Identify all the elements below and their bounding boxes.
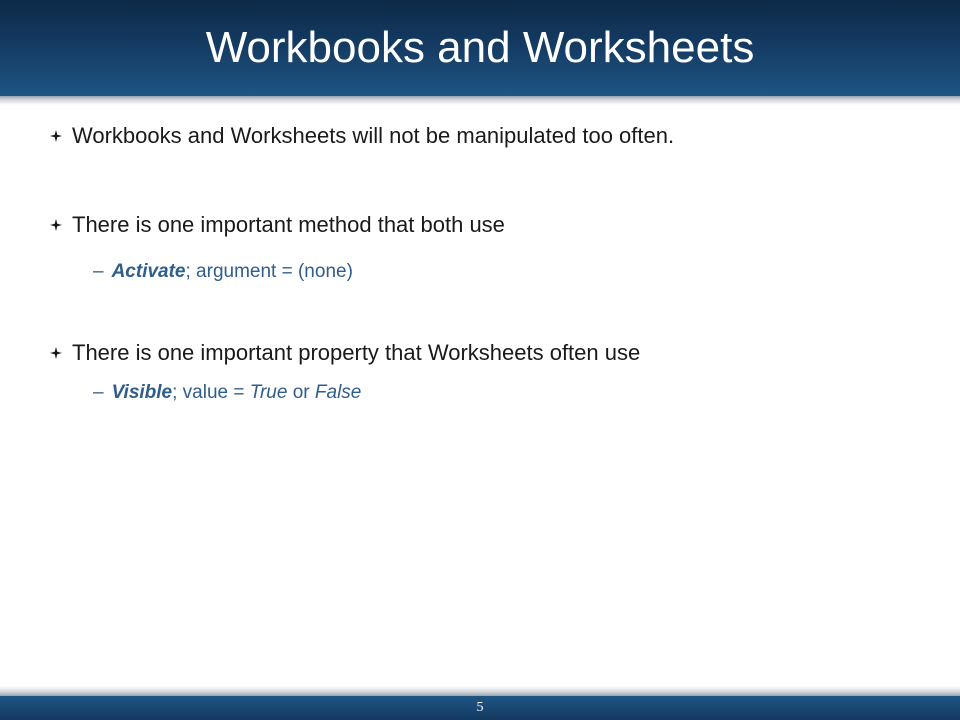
footer-divider — [0, 686, 960, 696]
value-false: False — [314, 382, 362, 403]
value-true: True — [249, 382, 288, 403]
bullet-text: Workbooks and Worksheets will not be manipulated too often. — [72, 123, 675, 148]
property-keyword: Visible — [111, 382, 173, 403]
four-point-star-icon — [50, 347, 72, 359]
header-divider — [0, 96, 960, 105]
bullet-text: There is one important method that both use — [72, 212, 505, 237]
bullet-item — [50, 338, 640, 368]
sub-bullet-text: ; value = — [172, 382, 250, 403]
bullet-text: There is one important property that Worksheets often use — [72, 340, 641, 365]
four-point-star-icon — [50, 219, 72, 231]
connector-text: or — [287, 382, 315, 403]
four-point-star-icon — [50, 130, 72, 142]
sub-bullet-text: ; argument = (none) — [185, 261, 353, 282]
bullet-item — [50, 121, 674, 151]
sub-bullet-item — [93, 380, 361, 406]
dash-marker: – — [93, 382, 104, 403]
method-keyword: Activate — [111, 261, 186, 282]
page-number: 5 — [476, 700, 484, 715]
slide-title: Workbooks and Worksheets — [205, 23, 755, 72]
dash-marker: – — [93, 261, 104, 282]
sub-bullet-item — [93, 259, 353, 285]
bullet-item — [50, 210, 505, 240]
